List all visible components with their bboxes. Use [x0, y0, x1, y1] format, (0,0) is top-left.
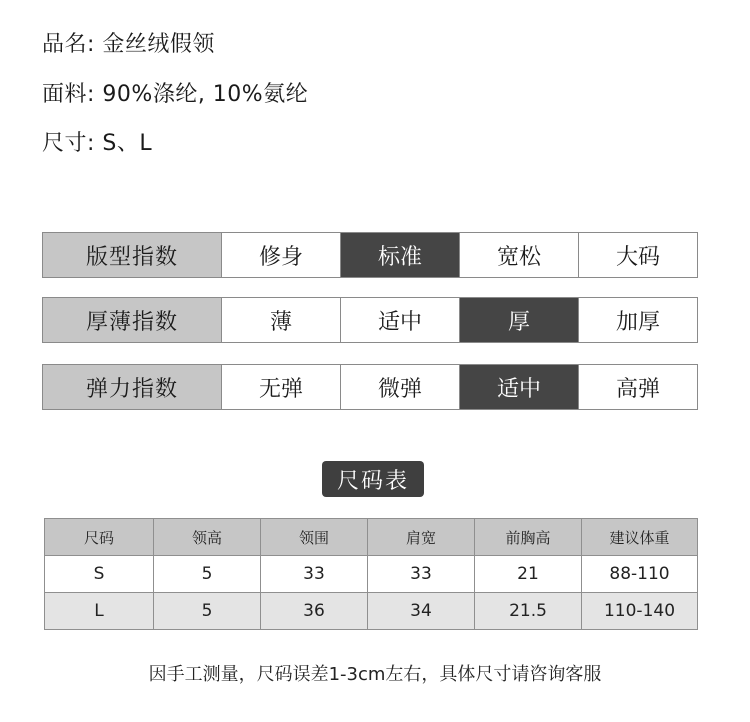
- product-name-line: [42, 30, 215, 60]
- product-name-value: 金丝绒假领: [102, 32, 215, 57]
- table-cell: 88-110: [582, 556, 698, 593]
- thickness-option-extra-thick: 加厚: [615, 309, 660, 335]
- fabric-value: 90%涤纶, 10%氨纶: [102, 82, 309, 107]
- fit-index-title: 版型指数: [43, 233, 222, 277]
- thickness-option-thin: 薄: [222, 298, 341, 342]
- product-name-label: 品名:: [42, 32, 95, 57]
- fabric-line: [42, 80, 308, 110]
- thickness-option-thick-selected: 厚: [460, 298, 579, 342]
- table-cell: 110-140: [582, 593, 698, 630]
- size-line: [42, 129, 152, 159]
- table-cell: 33: [261, 556, 368, 593]
- fabric-label: 面料:: [42, 82, 95, 107]
- table-cell: 36: [261, 593, 368, 630]
- table-cell: 34: [368, 593, 475, 630]
- fit-index-row: [42, 232, 698, 278]
- column-header: 肩宽: [368, 519, 475, 556]
- size-chart-title: 尺码表: [322, 461, 424, 497]
- table-cell: 33: [368, 556, 475, 593]
- elasticity-option-slight: 微弹: [341, 365, 460, 409]
- thickness-index-title: 厚薄指数: [43, 298, 222, 342]
- thickness-option-medium: 适中: [341, 298, 460, 342]
- column-header: 尺码: [45, 519, 154, 556]
- size-label: 尺寸:: [42, 131, 95, 156]
- column-header: 前胸高: [475, 519, 582, 556]
- fit-option-plus: 大码: [615, 244, 660, 270]
- elasticity-index-row: [42, 364, 698, 410]
- table-cell: 21: [475, 556, 582, 593]
- table-header-row: [45, 519, 698, 556]
- table-row: [45, 556, 698, 593]
- fit-option-standard-selected: 标准: [341, 233, 460, 277]
- thickness-index-row: [42, 297, 698, 343]
- table-cell: S: [45, 556, 154, 593]
- table-cell: 5: [154, 593, 261, 630]
- size-chart-table: [44, 518, 698, 630]
- table-row: [45, 593, 698, 630]
- table-cell: L: [45, 593, 154, 630]
- column-header: 领围: [261, 519, 368, 556]
- fit-option-loose: 宽松: [460, 233, 579, 277]
- column-header: 建议体重: [582, 519, 698, 556]
- table-cell: 21.5: [475, 593, 582, 630]
- measurement-note: 因手工测量，尺码误差1-3cm左右，具体尺寸请咨询客服: [148, 664, 602, 685]
- fit-option-slim: 修身: [222, 233, 341, 277]
- elasticity-option-medium-selected: 适中: [460, 365, 579, 409]
- size-value: S、L: [102, 131, 153, 156]
- elasticity-index-title: 弹力指数: [43, 365, 222, 409]
- table-cell: 5: [154, 556, 261, 593]
- elasticity-option-high: 高弹: [615, 376, 660, 402]
- column-header: 领高: [154, 519, 261, 556]
- elasticity-option-none: 无弹: [222, 365, 341, 409]
